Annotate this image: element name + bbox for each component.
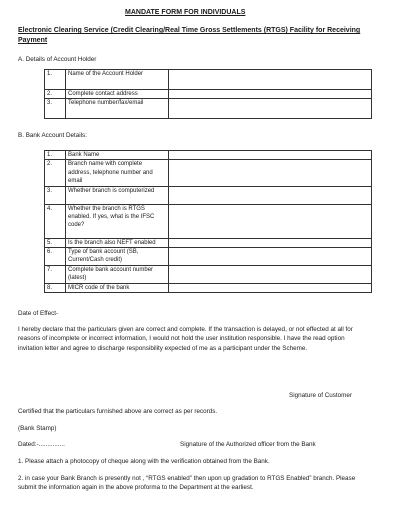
row-number: 2. xyxy=(45,90,66,99)
form-heading: Electronic Clearing Service (Credit Clearing/Real Time Gross Settlements (RTGS) Facility for Receiving Payment xyxy=(18,27,361,44)
row-number: 5. xyxy=(45,238,66,247)
neft-enabled-field[interactable] xyxy=(169,238,372,247)
row-number: 6. xyxy=(45,248,66,266)
row-label: Type of bank account (SB, Current/Cash credit) xyxy=(66,248,169,266)
table-row xyxy=(45,248,372,266)
table-row xyxy=(45,266,372,284)
signature-officer-label: Signature of the Authorized officer from the Bank xyxy=(180,441,316,448)
row-number: 7. xyxy=(45,266,66,284)
micr-code-field[interactable] xyxy=(169,284,372,293)
form-title: MANDATE FORM FOR INDIVIDUALS xyxy=(125,9,246,16)
account-holder-name-field[interactable] xyxy=(169,70,372,90)
table-row xyxy=(45,70,372,90)
signature-customer-label: Signature of Customer xyxy=(289,392,352,399)
row-label: Name of the Account Holder xyxy=(66,70,169,90)
table-row xyxy=(45,160,372,186)
computerized-field[interactable] xyxy=(169,186,372,204)
row-label: Whether branch is computerized xyxy=(66,186,169,204)
row-number: 1. xyxy=(45,151,66,160)
telephone-field[interactable] xyxy=(169,99,372,119)
table-row xyxy=(45,284,372,293)
contact-address-field[interactable] xyxy=(169,90,372,99)
row-label: Telephone number/fax/email xyxy=(66,99,169,119)
table-row xyxy=(45,151,372,160)
note-1: 1. Please attach a photocopy of cheque along with the verification obtained from the Bank. xyxy=(18,458,270,465)
account-holder-table xyxy=(44,69,372,119)
row-label: Whether the branch is RTGS enabled. If yes, what is the IFSC code? xyxy=(66,204,169,238)
declaration-text: I hereby declare that the particulars given are correct and complete. If the transaction is delayed, or not effected at all for reasons of incomplete or incorrect information, I would not hold the user institution responsible. I have the read option invitation letter and agree to discharge responsibility expected of me as a participant under the Scheme. xyxy=(18,326,353,352)
row-label: MICR code of the bank xyxy=(66,284,169,293)
table-row xyxy=(45,186,372,204)
table-row xyxy=(45,90,372,99)
bank-name-field[interactable] xyxy=(169,151,372,160)
table-row xyxy=(45,99,372,119)
table-row xyxy=(45,238,372,247)
section-b-title: B. Bank Account Details: xyxy=(18,132,87,139)
bank-stamp-label: (Bank Stamp) xyxy=(18,425,57,432)
row-label: Branch name with complete address, telephone number and email xyxy=(66,160,169,186)
table-row xyxy=(45,204,372,238)
dated-label: Dated:-............... xyxy=(18,441,65,448)
ifsc-code-field[interactable] xyxy=(169,204,372,238)
row-number: 8. xyxy=(45,284,66,293)
branch-address-field[interactable] xyxy=(169,160,372,186)
account-number-field[interactable] xyxy=(169,266,372,284)
row-number: 3. xyxy=(45,99,66,119)
row-label: Bank Name xyxy=(66,151,169,160)
row-label: Complete bank account number (latest) xyxy=(66,266,169,284)
row-label: Is the branch also NEFT enabled xyxy=(66,238,169,247)
account-type-field[interactable] xyxy=(169,248,372,266)
bank-account-table xyxy=(44,150,372,293)
row-label: Complete contact address xyxy=(66,90,169,99)
row-number: 4. xyxy=(45,204,66,238)
row-number: 2. xyxy=(45,160,66,186)
row-number: 3. xyxy=(45,186,66,204)
row-number: 1. xyxy=(45,70,66,90)
note-2: 2. in case your Bank Branch is presently not , “RTGS enabled” then upon up gradation to RTGS Enabled” branch. Please submit the information again in the above proforma to the Department at the earliest. xyxy=(18,475,356,492)
date-of-effect-label: Date of Effect- xyxy=(18,310,59,317)
certified-text: Certified that the particulars furnished above are correct as per records. xyxy=(18,408,218,415)
section-a-title: A. Details of Account Holder xyxy=(18,56,97,63)
